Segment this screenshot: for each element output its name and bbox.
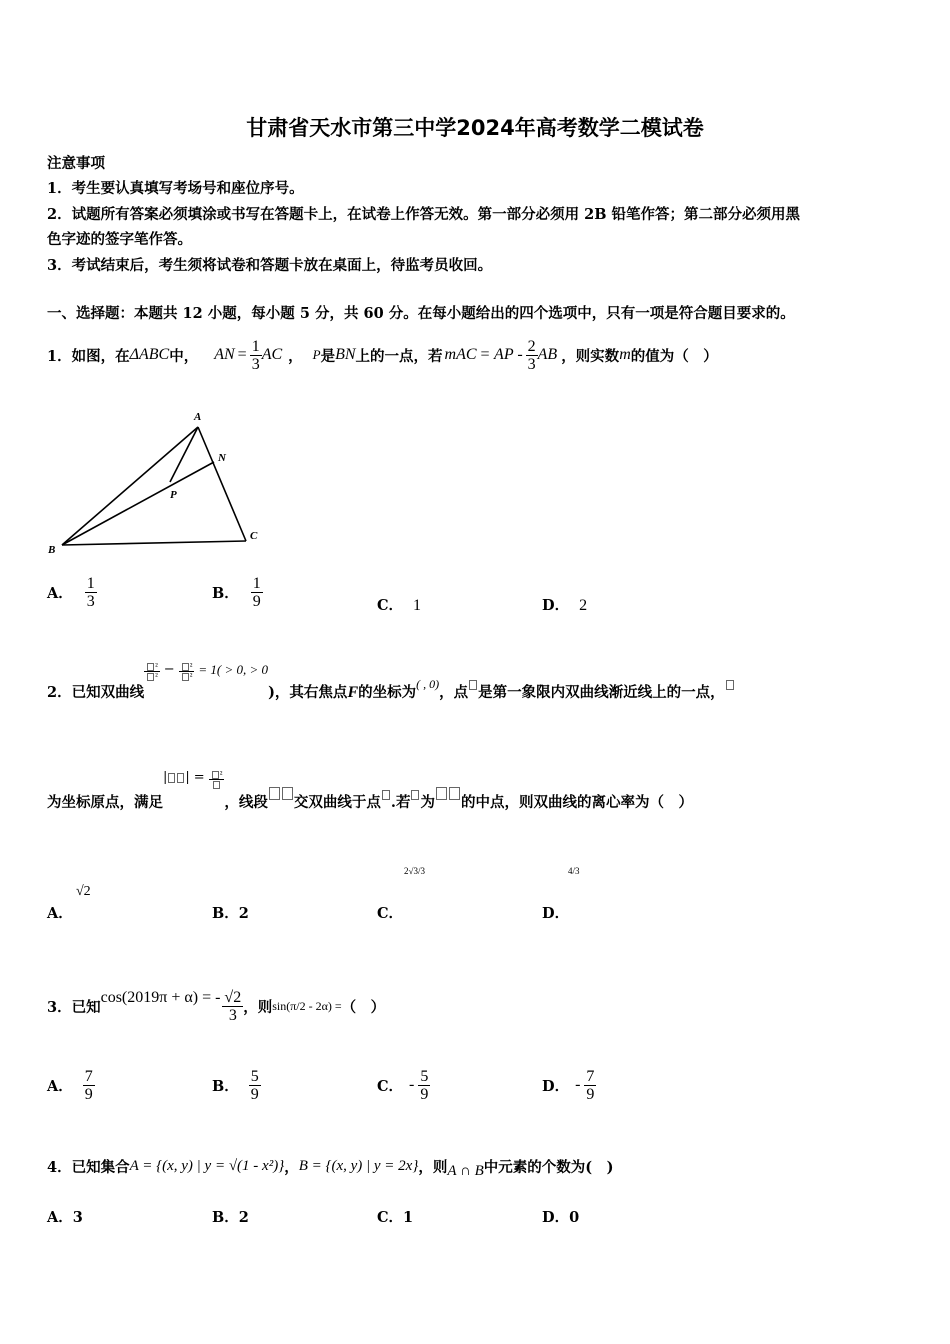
q1-text: 的值为（ ） [630, 347, 718, 365]
frac-den: 9 [250, 1085, 259, 1103]
q1-vector-ac: AC [261, 346, 283, 363]
q3-option-a[interactable] [47, 1062, 95, 1108]
section-heading: 一、选择题：本题共 12 小题，每小题 5 分，共 60 分。在每小题给出的四个选项中，只有一项是符合题目要求的。 [47, 305, 795, 322]
option-sign: - [575, 1076, 581, 1093]
option-label: D． [542, 1077, 570, 1095]
frac-den: 9 [420, 1085, 429, 1103]
side-ac [198, 427, 246, 541]
notice-item: 3．考试结束后，考生须将试卷和答题卡放在桌面上，待监考员收回。 [47, 257, 493, 274]
q2-condition [163, 770, 224, 816]
question-3 [47, 980, 385, 1032]
q3-cos: cos(2019π + α) = - [100, 989, 221, 1006]
q1-frac-den: 3 [251, 355, 260, 373]
option-label: D． [542, 597, 570, 614]
missing-glyph [182, 663, 189, 671]
missing-glyph [411, 790, 419, 800]
q2-text: 2．已知双曲线 [47, 684, 145, 701]
q2-eq: = [193, 770, 205, 785]
q2-frac-cond: ² [209, 770, 225, 789]
missing-glyph [449, 787, 460, 800]
notice-item: 色字迹的签字笔作答。 [47, 231, 192, 248]
q2-option-a-value: √2 [76, 884, 91, 899]
frac-den: 9 [252, 592, 261, 610]
q1-text: 是 [320, 347, 336, 365]
q1-text: 上的一点，若 [355, 347, 443, 365]
q4-option-a[interactable] [47, 1206, 83, 1227]
label-c: C [250, 530, 258, 542]
frac-den: 9 [84, 1085, 93, 1103]
missing-glyph [147, 663, 154, 671]
q3-fraction [222, 989, 243, 1024]
option-value: 0 [569, 1209, 580, 1226]
q2-option-c[interactable] [377, 902, 403, 923]
q1-fraction [250, 338, 262, 373]
q1-option-a[interactable] [47, 570, 97, 614]
option-label: C． [377, 905, 404, 922]
missing-glyph [147, 673, 154, 681]
q2-text: 是第一象限内双曲线渐近线上的一点， [478, 684, 725, 701]
option-value: 3 [72, 1209, 83, 1226]
missing-glyph [726, 680, 734, 690]
option-label: A． [47, 905, 73, 922]
q1-vector-ab: AB [537, 346, 558, 363]
q3-text: 3．已知 [47, 998, 101, 1016]
q2-option-d-value: 4/3 [568, 866, 580, 876]
q1-text: ，则实数 [561, 347, 620, 365]
q2-option-b[interactable] [212, 902, 249, 923]
notice-item: 2．试题所有答案必须填涂或书写在答题卡上，在试卷上作答无效。第一部分必须用 2B 铅笔作答；第二部分必须用黑 [47, 206, 801, 223]
option-label: B． [212, 1209, 239, 1226]
frac-num: 1 [252, 574, 261, 592]
page-title: 甘肃省天水市第三中学2024年高考数学二模试卷 [246, 116, 704, 140]
option-label: C． [377, 597, 404, 614]
option-label: A． [47, 1209, 73, 1226]
q2-option-c-value: 2√3/3 [404, 866, 425, 876]
missing-glyph [177, 773, 184, 783]
q4-set-b: B = {(x, y) | y = 2x} [298, 1157, 419, 1174]
q1-segment-bn: BN [335, 346, 356, 363]
q2-text: 的坐标为 [358, 684, 417, 701]
q4-text: 中元素的个数为( ) [483, 1158, 614, 1176]
option-label: D． [542, 905, 570, 922]
q2-abs: | | [163, 770, 190, 785]
frac-den: 9 [586, 1085, 595, 1103]
missing-glyph [282, 787, 293, 800]
q2-focus-f: F [347, 684, 359, 701]
q2-text: .若 [390, 794, 411, 811]
q1-fraction-2 [526, 338, 538, 373]
q2-text: ，线段 [224, 794, 268, 811]
notice-heading: 注意事项 [47, 155, 105, 172]
q3-option-c[interactable] [377, 1062, 430, 1108]
q1-text: ， [288, 347, 303, 365]
q1-frac-num: 1 [251, 337, 260, 355]
q2-coord: ( , 0) [416, 677, 440, 691]
label-n: N [218, 452, 226, 464]
q3-option-d[interactable] [542, 1062, 596, 1108]
frac-den: 3 [86, 592, 95, 610]
q2-text: ，点 [439, 684, 469, 701]
label-a: A [194, 411, 202, 423]
option-value: 1 [403, 1209, 414, 1226]
q1-option-d[interactable] [542, 594, 587, 615]
q1-text: 中， [169, 347, 199, 365]
missing-glyph [469, 680, 477, 690]
option-value: 2 [579, 597, 588, 614]
q2-option-d[interactable] [542, 902, 569, 923]
option-fraction [83, 1068, 95, 1103]
frac-num: 5 [250, 1067, 259, 1085]
question-2 [47, 662, 735, 708]
missing-glyph [182, 673, 189, 681]
missing-glyph [213, 781, 220, 789]
q2-hyperbola-formula [144, 662, 268, 708]
notice-item: 1．考生要认真填写考场号和座位序号。 [47, 180, 304, 197]
missing-glyph [168, 773, 175, 783]
q2-frac-y: $\frac{\text{²}}{\text{²}}$ [179, 662, 195, 681]
frac-num: 7 [586, 1067, 595, 1085]
q1-frac2-num: 2 [527, 337, 536, 355]
segment-bn [62, 462, 214, 545]
option-label: C． [377, 1209, 404, 1226]
option-fraction [251, 575, 263, 610]
q3-frac-num: √2 [224, 988, 242, 1006]
option-fraction [249, 1068, 261, 1103]
frac-num: 5 [420, 1067, 429, 1085]
question-1 [47, 335, 718, 375]
q4-option-d[interactable] [542, 1206, 579, 1227]
option-label: A． [47, 584, 73, 602]
q4-text: ，则 [418, 1158, 448, 1176]
option-value: 1 [413, 597, 422, 614]
option-value: 2 [238, 1209, 249, 1226]
q1-ap: = AP - [479, 346, 523, 363]
option-fraction [418, 1068, 430, 1103]
missing-glyph [436, 787, 447, 800]
q1-option-c[interactable] [377, 594, 421, 615]
side-ab [62, 427, 198, 545]
q1-text: 1．如图，在 [47, 347, 130, 365]
q1-mac: mAC [444, 346, 477, 363]
option-label: C． [377, 1077, 404, 1095]
q4-text: 4．已知集合 [47, 1158, 130, 1176]
q2-option-a[interactable] [47, 902, 73, 923]
option-label: D． [542, 1209, 570, 1226]
q2-text: )，其右焦点 [268, 684, 348, 701]
frac-num: 7 [84, 1067, 93, 1085]
q2-minus: − [163, 662, 175, 677]
q1-triangle: ΔABC [129, 346, 170, 363]
q2-text: 交双曲线于点 [293, 794, 381, 811]
q2-frac-x: $\frac{\text{²}}{\text{²}}$ [144, 662, 160, 681]
q2-text: 的中点，则双曲线的离心率为（ ） [460, 794, 693, 811]
q2-text: 为坐标原点，满足 [47, 794, 163, 811]
q4-intersection: A ∩ B [447, 1162, 484, 1179]
q3-text: （ ） [341, 998, 386, 1016]
option-label: A． [47, 1077, 73, 1095]
option-value: 2 [238, 905, 249, 922]
triangle-figure [40, 405, 270, 565]
q1-option-b[interactable] [212, 570, 263, 614]
q3-sin: sin(π/2 - 2α) = [272, 998, 342, 1013]
label-p: P [170, 489, 177, 501]
q4-option-b[interactable] [212, 1206, 249, 1227]
q2-text: 为 [420, 794, 435, 811]
q1-m: m [619, 346, 631, 363]
missing-glyph [269, 787, 280, 800]
q1-equals: = [237, 346, 247, 363]
side-bc [62, 541, 246, 545]
q4-set-a: A = {(x, y) | y = √(1 - x²)} [129, 1157, 285, 1174]
option-label: B． [212, 584, 239, 602]
q1-frac2-den: 3 [527, 355, 536, 373]
q2-formula-rest: = 1( > 0, > 0 [198, 662, 269, 677]
question-2-line-2 [47, 770, 693, 816]
q3-option-b[interactable] [212, 1062, 261, 1108]
q3-frac-den: 3 [228, 1006, 237, 1024]
option-fraction [584, 1068, 596, 1103]
missing-glyph [382, 790, 390, 800]
option-label: B． [212, 905, 239, 922]
q4-option-c[interactable] [377, 1206, 413, 1227]
option-fraction [85, 575, 97, 610]
q1-point-p: P [312, 347, 321, 362]
label-b: B [48, 544, 56, 556]
option-sign: - [409, 1076, 415, 1093]
q1-vector-an: AN [214, 346, 235, 363]
q3-text: ，则 [243, 998, 273, 1016]
q4-text: ， [284, 1158, 299, 1176]
frac-num: 1 [86, 574, 95, 592]
option-label: B． [212, 1077, 239, 1095]
question-4 [47, 1148, 613, 1184]
missing-glyph [212, 771, 219, 779]
